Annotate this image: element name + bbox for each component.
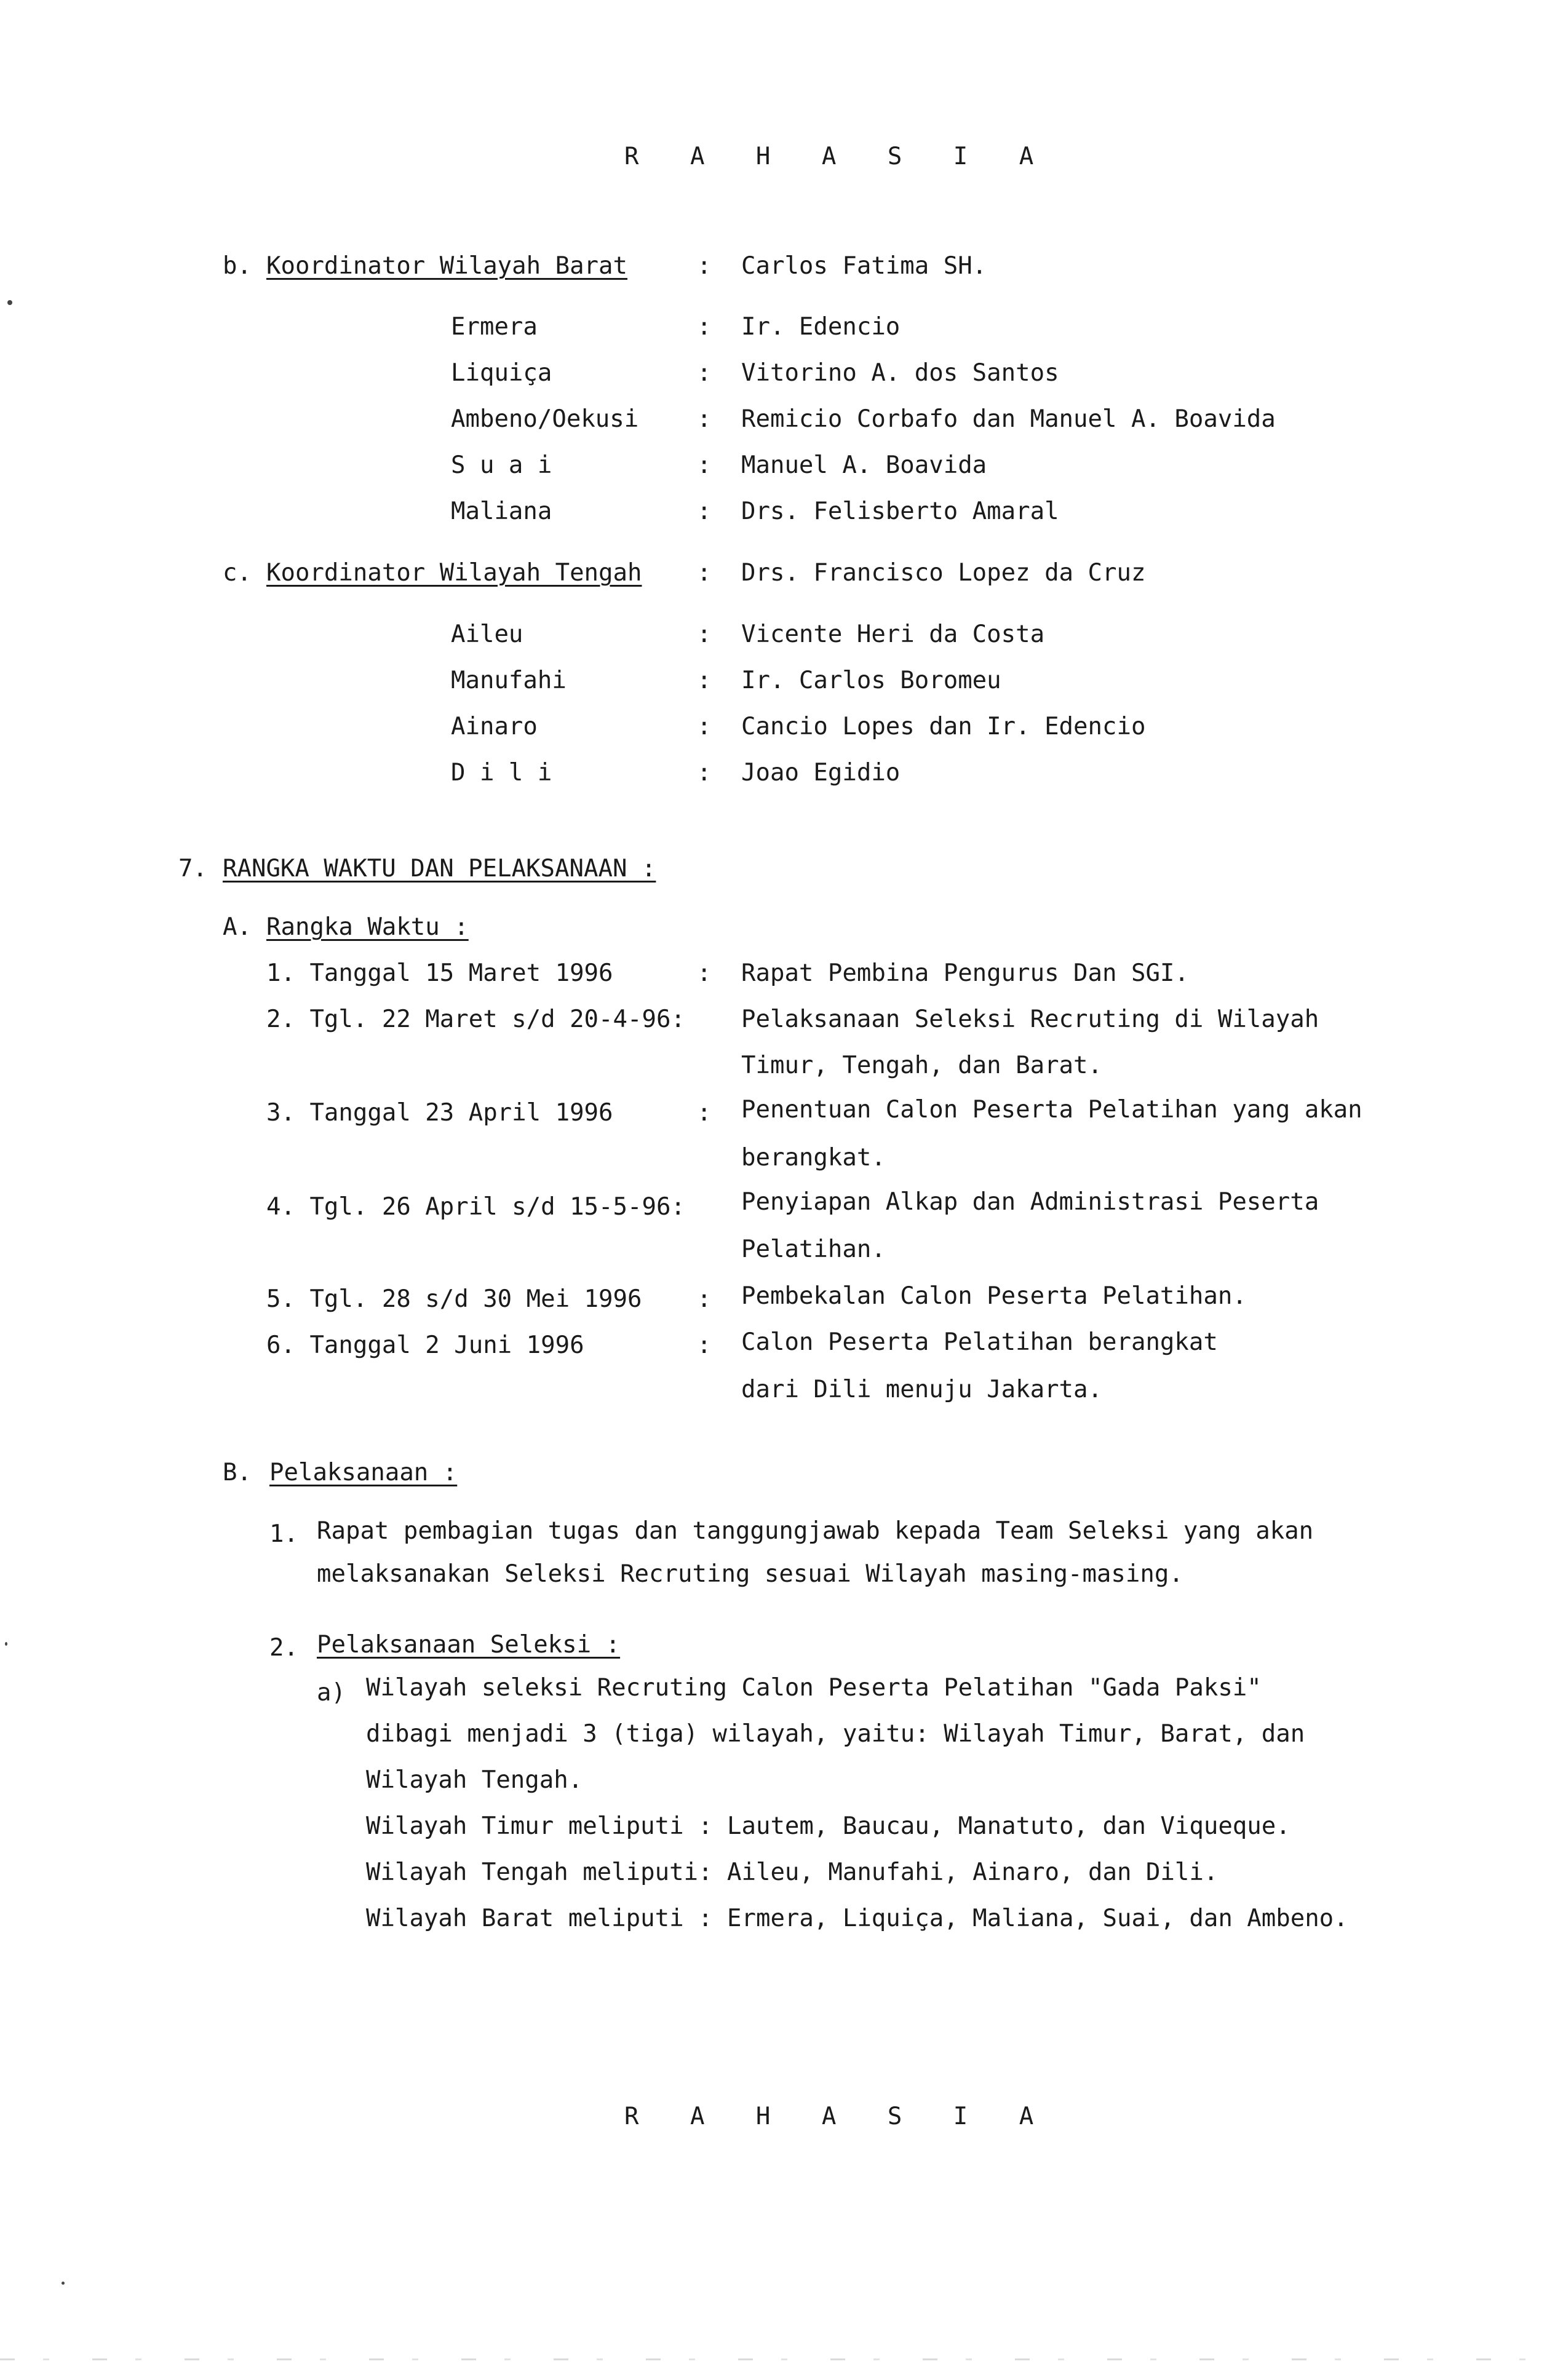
paragraph-line: Wilayah Barat meliputi : Ermera, Liquiça, Maliana, Suai, dan Ambeno.	[366, 1905, 1348, 1932]
item-number: 1.	[269, 1520, 298, 1548]
schedule-item-continuation: Pelatihan.	[741, 1236, 886, 1263]
colon: :	[697, 359, 712, 387]
scan-speck	[7, 300, 12, 305]
schedule-item-label: 3. Tanggal 23 April 1996	[266, 1099, 613, 1127]
scan-speck	[5, 1642, 7, 1646]
colon: :	[697, 759, 712, 787]
colon: :	[697, 313, 712, 341]
colon: :	[697, 498, 712, 525]
row-label: S u a i	[451, 451, 552, 479]
colon: :	[697, 1331, 712, 1359]
colon: :	[697, 959, 712, 987]
paragraph-line: Wilayah Tengah.	[366, 1766, 583, 1794]
schedule-item-value: Rapat Pembina Pengurus Dan SGI.	[741, 959, 1189, 987]
row-value: Vitorino A. dos Santos	[741, 359, 1059, 387]
colon: :	[697, 405, 712, 433]
colon: :	[697, 667, 712, 694]
colon: :	[697, 621, 712, 648]
row-value: Ir. Edencio	[741, 313, 901, 341]
section-c-prefix: c.	[223, 559, 252, 587]
section-b2-prefix: B.	[223, 1459, 252, 1486]
item-number: 2.	[269, 1634, 298, 1662]
row-value: Drs. Felisberto Amaral	[741, 498, 1059, 525]
schedule-item-value: Pelaksanaan Seleksi Recruting di Wilayah	[741, 1006, 1319, 1033]
row-label: D i l i	[451, 759, 552, 787]
colon: :	[697, 713, 712, 740]
scan-speck	[62, 2282, 65, 2285]
row-label: Ambeno/Oekusi	[451, 405, 639, 433]
schedule-item-label: 5. Tgl. 28 s/d 30 Mei 1996	[266, 1285, 642, 1313]
schedule-item-value: Pembekalan Calon Peserta Pelatihan.	[741, 1282, 1247, 1310]
colon: :	[697, 1285, 712, 1313]
row-label: Aileu	[451, 621, 523, 648]
paragraph-line: melaksanakan Seleksi Recruting sesuai Wilayah masing-masing.	[317, 1560, 1183, 1588]
schedule-item-label: 2. Tgl. 22 Maret s/d 20-4-96:	[266, 1006, 685, 1033]
row-value: Cancio Lopes dan Ir. Edencio	[741, 713, 1146, 740]
paragraph-line: Wilayah seleksi Recruting Calon Peserta Pelatihan "Gada Paksi"	[366, 1674, 1262, 1702]
schedule-item-label: 1. Tanggal 15 Maret 1996	[266, 959, 613, 987]
classification-header: R A H A S I A	[624, 143, 1052, 170]
row-label: Maliana	[451, 498, 552, 525]
schedule-item-continuation: berangkat.	[741, 1144, 886, 1172]
schedule-item-value: Calon Peserta Pelatihan berangkat	[741, 1328, 1218, 1356]
row-value: Joao Egidio	[741, 759, 901, 787]
schedule-item-continuation: Timur, Tengah, dan Barat.	[741, 1052, 1102, 1079]
section-b-prefix: b.	[223, 252, 252, 280]
row-value: Manuel A. Boavida	[741, 451, 987, 479]
colon: :	[697, 451, 712, 479]
paragraph-line: Rapat pembagian tugas dan tanggungjawab kepada Team Seleksi yang akan	[317, 1517, 1314, 1545]
schedule-item-continuation: dari Dili menuju Jakarta.	[741, 1376, 1102, 1403]
paragraph-line: Wilayah Timur meliputi : Lautem, Baucau, Manatuto, dan Viqueque.	[366, 1812, 1291, 1840]
row-label: Ainaro	[451, 713, 538, 740]
paragraph-line: Wilayah Tengah meliputi: Aileu, Manufahi, Ainaro, dan Dili.	[366, 1858, 1219, 1886]
scan-edge-artifact	[0, 2358, 1555, 2360]
schedule-item-label: 4. Tgl. 26 April s/d 15-5-96:	[266, 1193, 685, 1221]
row-label: Liquiça	[451, 359, 552, 387]
colon: :	[697, 252, 712, 280]
section-a-prefix: A.	[223, 913, 252, 941]
section-c-value: Drs. Francisco Lopez da Cruz	[741, 559, 1146, 587]
section-7-title: RANGKA WAKTU DAN PELAKSANAAN :	[223, 855, 656, 883]
row-label: Manufahi	[451, 667, 567, 694]
paragraph-line: dibagi menjadi 3 (tiga) wilayah, yaitu: Wilayah Timur, Barat, dan	[366, 1720, 1305, 1748]
row-value: Remicio Corbafo dan Manuel A. Boavida	[741, 405, 1276, 433]
section-7-prefix: 7.	[178, 855, 207, 883]
sub-item-prefix: a)	[317, 1679, 346, 1707]
section-c-title: Koordinator Wilayah Tengah	[266, 559, 642, 587]
classification-footer: R A H A S I A	[624, 2103, 1052, 2130]
section-a-title: Rangka Waktu :	[266, 913, 469, 941]
subsection-title: Pelaksanaan Seleksi :	[317, 1631, 621, 1659]
colon: :	[697, 559, 712, 587]
schedule-item-label: 6. Tanggal 2 Juni 1996	[266, 1331, 584, 1359]
schedule-item-value: Penyiapan Alkap dan Administrasi Peserta	[741, 1188, 1319, 1216]
section-b-value: Carlos Fatima SH.	[741, 252, 987, 280]
schedule-item-value: Penentuan Calon Peserta Pelatihan yang akan	[741, 1096, 1362, 1124]
section-b-title: Koordinator Wilayah Barat	[266, 252, 627, 280]
colon: :	[697, 1099, 712, 1127]
row-label: Ermera	[451, 313, 538, 341]
section-b2-title: Pelaksanaan :	[269, 1459, 458, 1486]
row-value: Vicente Heri da Costa	[741, 621, 1045, 648]
row-value: Ir. Carlos Boromeu	[741, 667, 1001, 694]
